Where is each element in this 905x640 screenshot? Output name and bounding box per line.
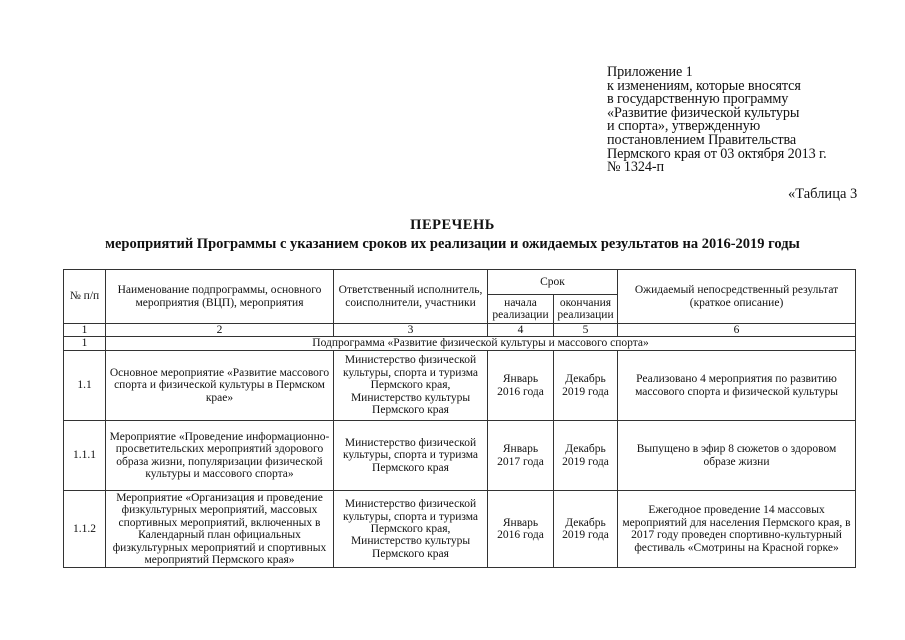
header-num: № п/п [64, 270, 106, 324]
header-result: Ожидаемый непосредственный результат (краткое описание) [618, 270, 856, 324]
row-start: Январь 2017 года [488, 421, 554, 491]
row-num: 1.1.2 [64, 491, 106, 568]
appendix-line: постановлением Правительства [607, 131, 797, 148]
column-number: 3 [334, 324, 488, 337]
row-start: Январь 2016 года [488, 491, 554, 568]
header-start: начала реализации [488, 295, 554, 324]
table-row [64, 491, 856, 568]
table-row [64, 421, 856, 491]
appendix-line: «Развитие физической культуры [607, 104, 800, 121]
appendix-line: и спорта», утвержденную [607, 118, 761, 135]
document-title: ПЕРЕЧЕНЬ [410, 217, 495, 233]
row-name: Мероприятие «Проведение информационно-просветительских мероприятий здорового образа жизни, популяризации физической культуры и массового спорта» [106, 421, 334, 491]
row-start: Январь 2016 года [488, 351, 554, 421]
appendix-line: № 1324-п [607, 159, 664, 176]
header-term: Срок [488, 270, 618, 295]
row-result: Ежегодное проведение 14 массовых мероприятий для населения Пермского края, в 2017 году проведен спортивно-культурный фестиваль «Смотрины на Красной горке» [618, 491, 856, 568]
row-end: Декабрь 2019 года [554, 351, 618, 421]
row-end: Декабрь 2019 года [554, 491, 618, 568]
document-subtitle: мероприятий Программы с указанием сроков их реализации и ожидаемых результатов на 2016-2019 годы [105, 236, 800, 252]
subprogram-num: 1 [64, 337, 106, 351]
row-num: 1.1 [64, 351, 106, 421]
row-executor: Министерство физической культуры, спорта и туризма Пермского края, Министерство культуры Пермского края [334, 351, 488, 421]
appendix-line: Пермского края от 03 октября 2013 г. [607, 145, 827, 162]
row-num: 1.1.1 [64, 421, 106, 491]
table-row [64, 351, 856, 421]
header-row [64, 270, 856, 295]
subprogram-row [64, 337, 856, 351]
table-reference: «Таблица 3 [788, 186, 858, 202]
appendix-line: Приложение 1 [607, 64, 693, 80]
column-number: 6 [618, 324, 856, 337]
row-name: Мероприятие «Организация и проведение физкультурных мероприятий, массовых спортивных мероприятий, включенных в Календарный план официальных физкультурных мероприятий и спортивных мероприятий Пермского края» [106, 491, 334, 568]
column-number: 4 [488, 324, 554, 337]
appendix-line: в государственную программу [607, 91, 789, 108]
column-number: 5 [554, 324, 618, 337]
row-end: Декабрь 2019 года [554, 421, 618, 491]
row-executor: Министерство физической культуры, спорта и туризма Пермского края [334, 421, 488, 491]
header-name: Наименование подпрограммы, основного мероприятия (ВЦП), мероприятия [106, 270, 334, 324]
appendix-line: к изменениям, которые вносятся [607, 77, 801, 94]
measures-table [63, 269, 856, 568]
subprogram-title: Подпрограмма «Развитие физической культуры и массового спорта» [106, 337, 856, 351]
row-name: Основное мероприятие «Развитие массового спорта и физической культуры в Пермском крае» [106, 351, 334, 421]
row-result: Реализовано 4 мероприятия по развитию массового спорта и физической культуры [618, 351, 856, 421]
row-result: Выпущено в эфир 8 сюжетов о здоровом образе жизни [618, 421, 856, 491]
column-numbers-row [64, 324, 856, 337]
header-end: окончания реализации [554, 295, 618, 324]
header-executor: Ответственный исполнитель, соисполнители, участники [334, 270, 488, 324]
appendix-note [607, 66, 887, 175]
row-executor: Министерство физической культуры, спорта и туризма Пермского края, Министерство культуры Пермского края [334, 491, 488, 568]
column-number: 2 [106, 324, 334, 337]
column-number: 1 [64, 324, 106, 337]
